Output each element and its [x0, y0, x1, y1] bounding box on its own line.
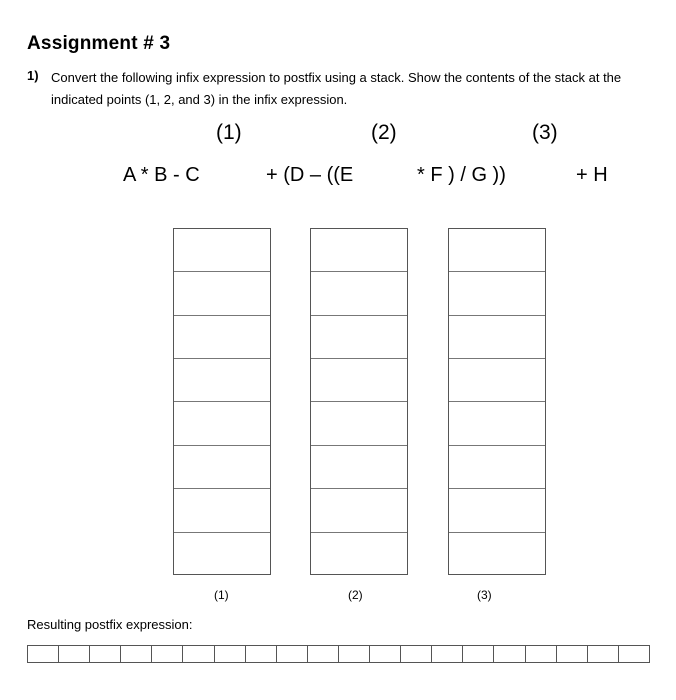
stack-label-1: (1) — [214, 588, 229, 602]
point-marker-3: (3) — [532, 121, 558, 144]
point-marker-2: (2) — [371, 121, 397, 144]
stack-cell[interactable] — [174, 316, 270, 359]
stack-cell[interactable] — [449, 316, 545, 359]
postfix-cell[interactable] — [308, 646, 339, 662]
result-label: Resulting postfix expression: — [27, 617, 193, 632]
postfix-cell[interactable] — [277, 646, 308, 662]
postfix-cell[interactable] — [121, 646, 152, 662]
postfix-cell[interactable] — [183, 646, 214, 662]
expression-segment-2: + (D – ((E — [266, 164, 354, 186]
stack-cell[interactable] — [449, 489, 545, 532]
expression-segment-4: + H — [576, 164, 608, 186]
stack-cell[interactable] — [311, 316, 407, 359]
postfix-cell[interactable] — [246, 646, 277, 662]
stack-cell[interactable] — [174, 533, 270, 576]
stack-box-1 — [173, 228, 271, 575]
stack-cell[interactable] — [449, 446, 545, 489]
expression-segment-1: A * B - C — [123, 164, 200, 186]
stack-cell[interactable] — [174, 229, 270, 272]
stack-cell[interactable] — [311, 229, 407, 272]
stack-cell[interactable] — [174, 272, 270, 315]
postfix-cell[interactable] — [494, 646, 525, 662]
point-marker-1: (1) — [216, 121, 242, 144]
postfix-cell[interactable] — [370, 646, 401, 662]
stack-cell[interactable] — [311, 359, 407, 402]
postfix-cell[interactable] — [432, 646, 463, 662]
question-text: Convert the following infix expression to postfix using a stack. Show the contents of the stack at the indicated points (1, 2, and 3) in the infix expression. — [51, 70, 622, 107]
postfix-cell[interactable] — [90, 646, 121, 662]
stack-box-3 — [448, 228, 546, 575]
postfix-cell[interactable] — [588, 646, 619, 662]
stack-cell[interactable] — [449, 533, 545, 576]
postfix-cell[interactable] — [59, 646, 90, 662]
stack-cell[interactable] — [311, 533, 407, 576]
stack-cell[interactable] — [311, 272, 407, 315]
postfix-answer-row — [27, 645, 650, 663]
stack-cell[interactable] — [449, 272, 545, 315]
stack-cell[interactable] — [449, 359, 545, 402]
postfix-cell[interactable] — [339, 646, 370, 662]
stack-cell[interactable] — [449, 229, 545, 272]
question-number: 1) — [27, 68, 39, 83]
stack-cell[interactable] — [449, 402, 545, 445]
stack-cell[interactable] — [311, 446, 407, 489]
stack-cell[interactable] — [174, 359, 270, 402]
postfix-cell[interactable] — [463, 646, 494, 662]
postfix-cell[interactable] — [28, 646, 59, 662]
expression-segment-3: * F ) / G )) — [417, 164, 506, 186]
stack-box-2 — [310, 228, 408, 575]
postfix-cell[interactable] — [619, 646, 649, 662]
stack-label-3: (3) — [477, 588, 492, 602]
postfix-cell[interactable] — [152, 646, 183, 662]
stack-cell[interactable] — [174, 489, 270, 532]
postfix-cell[interactable] — [215, 646, 246, 662]
assignment-title: Assignment # 3 — [27, 33, 171, 54]
stack-label-2: (2) — [348, 588, 363, 602]
stack-cell[interactable] — [174, 402, 270, 445]
stack-cell[interactable] — [311, 402, 407, 445]
stack-cell[interactable] — [311, 489, 407, 532]
stack-cell[interactable] — [174, 446, 270, 489]
postfix-cell[interactable] — [401, 646, 432, 662]
postfix-cell[interactable] — [526, 646, 557, 662]
postfix-cell[interactable] — [557, 646, 588, 662]
